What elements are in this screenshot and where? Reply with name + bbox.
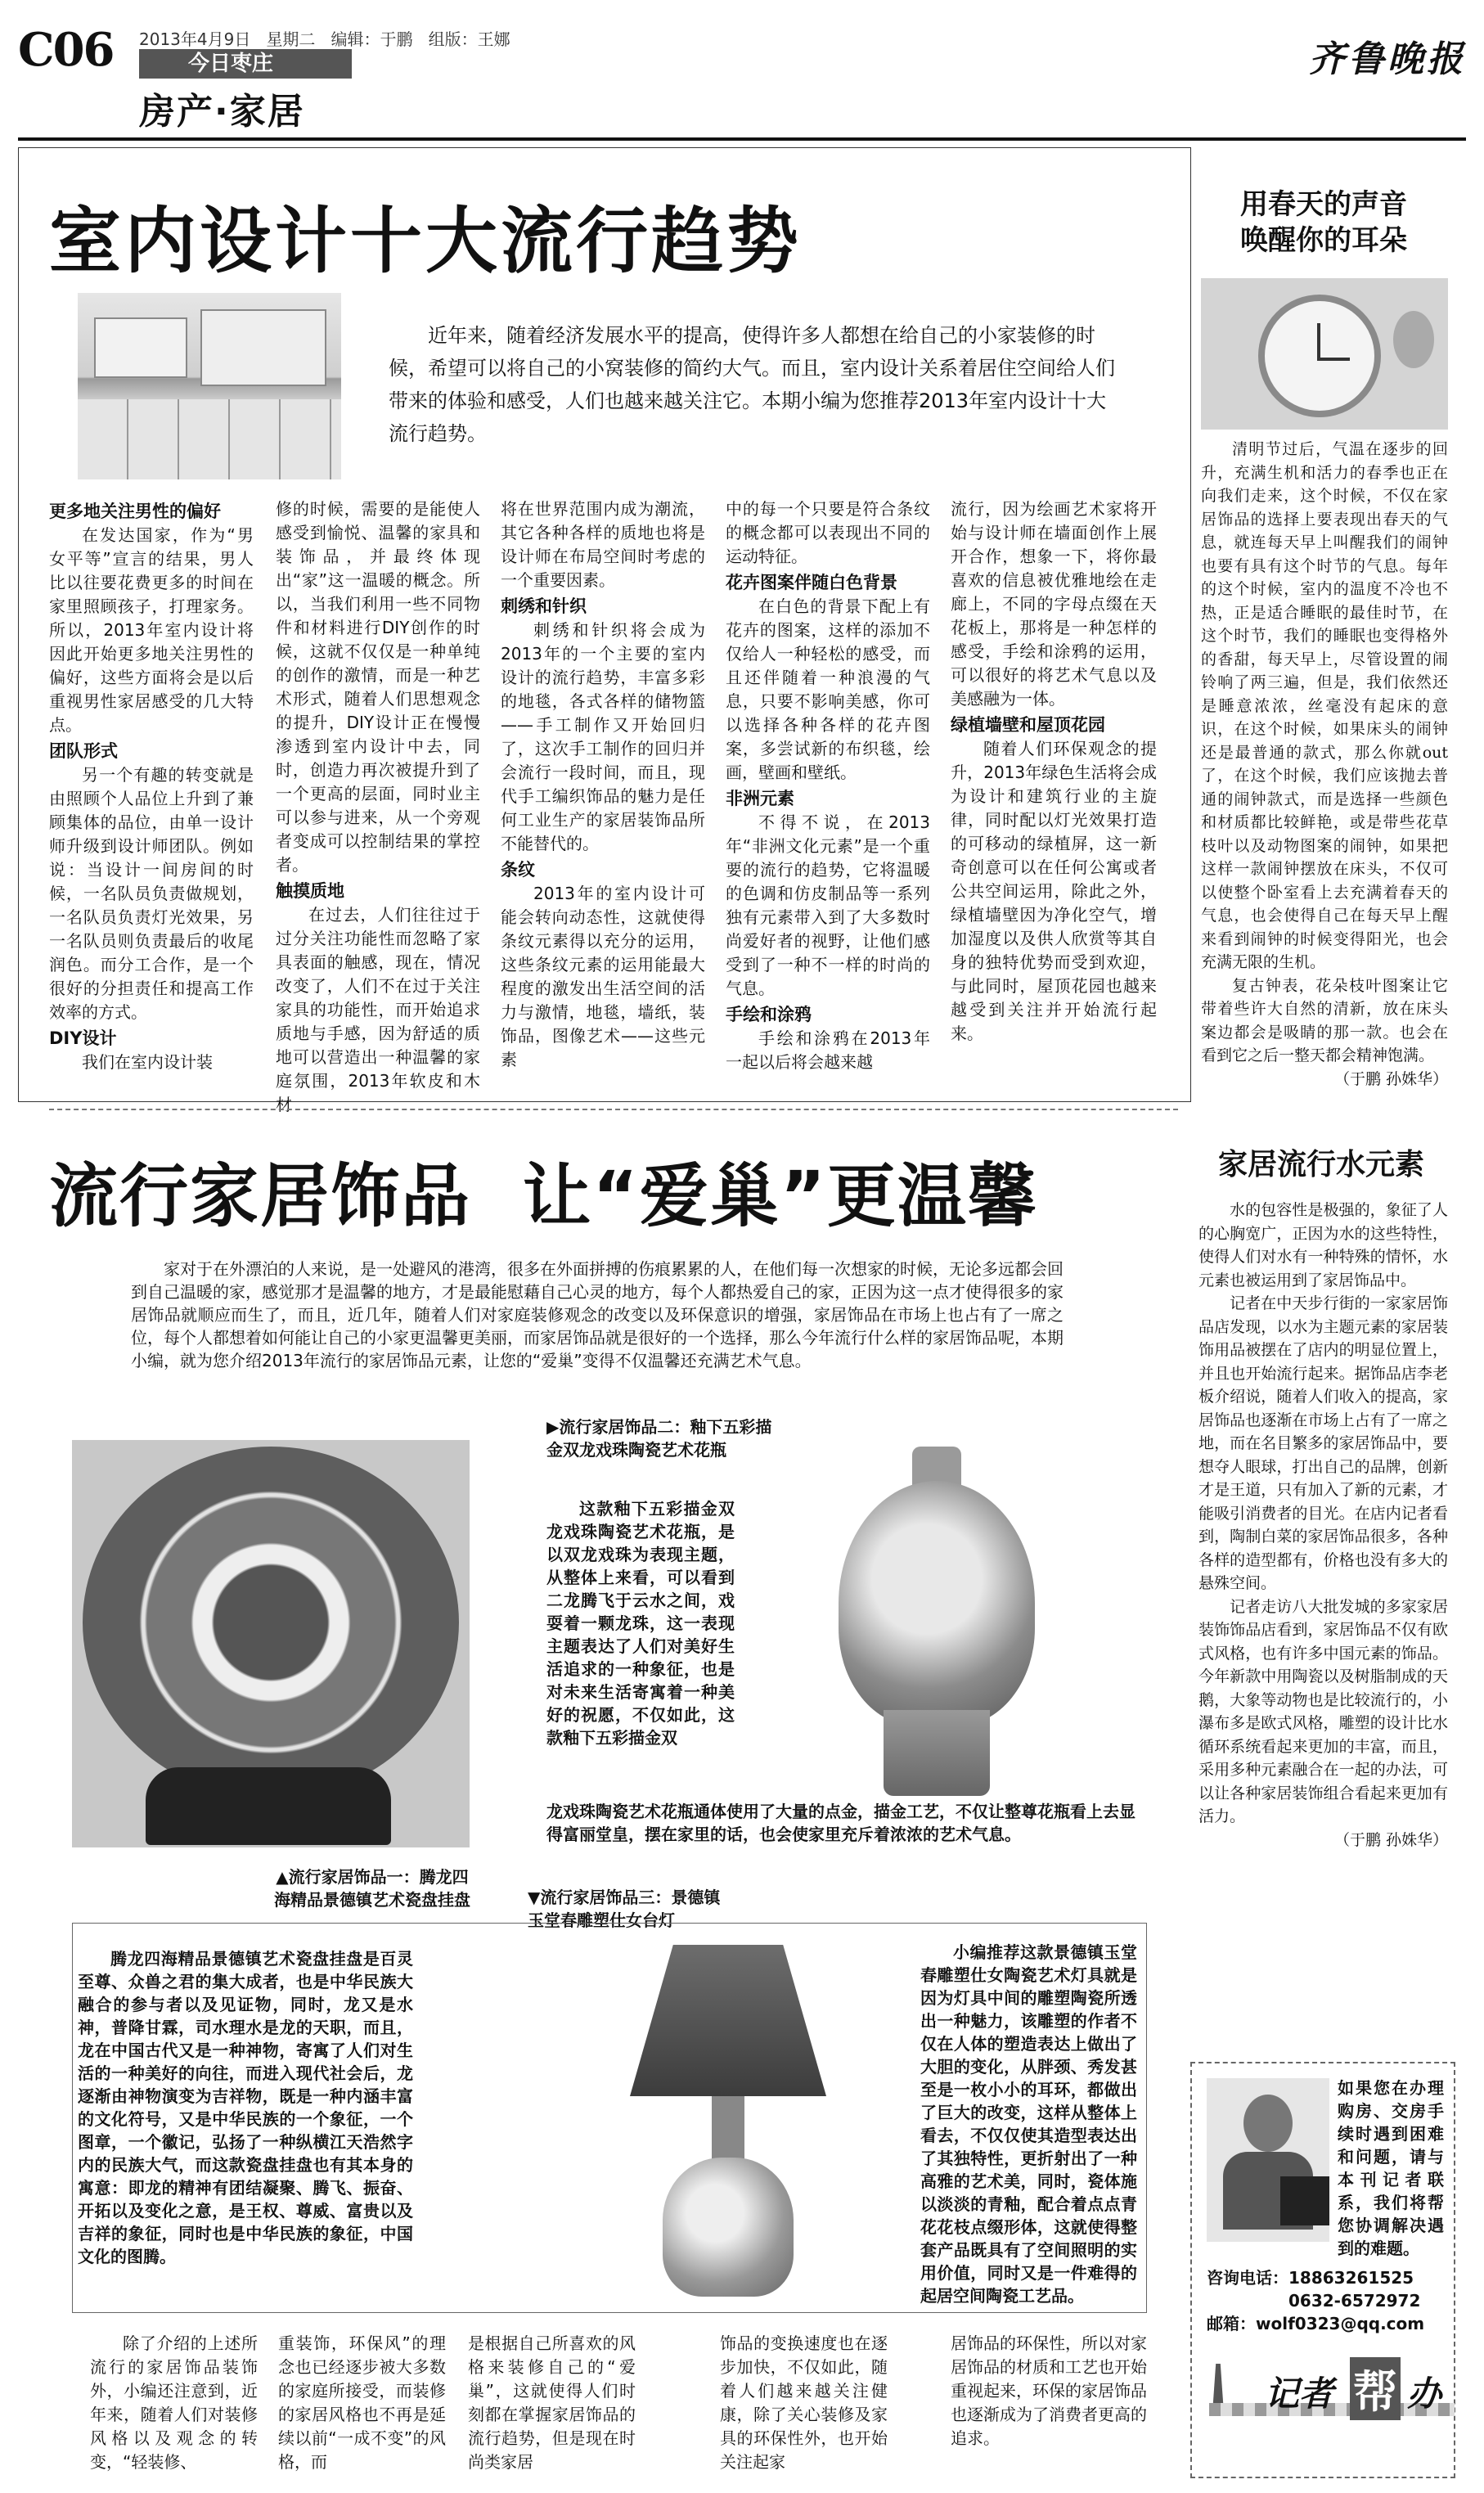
paragraph: 手绘和涂鸦在2013年一起以后将会越来越 — [726, 1028, 930, 1072]
section-title: 房产·家居 — [139, 91, 305, 133]
paragraph: 刺绣和针织将会成为2013年的一个主要的室内设计的流行趋势，丰富多彩的地毯，各式各样的储物篮——手工制作又开始回归了，这次手工制作的回归并会流行一段时间，而且，现代手工编织饰品的魅力是任何工业生产的家居装饰品所不能替代的。 — [501, 620, 705, 853]
operator-photo — [1207, 2078, 1329, 2242]
article1-intro: 近年来，随着经济发展水平的提高，使得许多人都想在给自己的小家装修的时候，希望可以将自己的小窝装修的简约大气。而且，室内设计关系着居住空间给人们带来的体验和感受，人们也越来越关注它。本期小编为您推荐2013年室内设计十大流行趋势。 — [389, 324, 1115, 445]
item1-text: 腾龙四海精品景德镇艺术瓷盘挂盘是百灵至尊、众兽之君的集大成者，也是中华民族大融合的参与者以及见证物，同时，龙又是水神，普降甘霖，司水理水是龙的天职，而且，龙在中国古代又是一种神物，寄寓了人们对生活的一种美好的向往，而进入现代社会后，龙逐渐由神物演变为吉祥物，既是一种内涵丰富的文化符号，又是中华民族的一个象征，一个图章，一个徽记，弘扬了一种纵横江天浩然字内的民族大气，而这款瓷盘挂盘也有其本身的寓意：即龙的精神有团结凝聚、腾飞、振奋、开拓以及变化之意，是王权、尊威、富贵以及吉祥的象征，同时也是中华民族的象征，中国文化的图腾。 — [78, 1949, 413, 2266]
subhead-embroidery: 刺绣和针织 — [501, 596, 587, 616]
sidebar1-title — [1201, 187, 1446, 259]
sidebar1-title-line1: 用春天的声音 — [1240, 188, 1407, 221]
email: wolf0323@qq.com — [1256, 2314, 1425, 2333]
paragraph: 随着人们环保观念的提升，2013年绿色生活将会成为设计和建筑行业的主旋律，同时配以灯光效果打造的可移动的绿植屏，这一新奇创意可以在任何公寓或者公共空间运用，除此之外，绿植墙壁因为净化空气，增加湿度以及供人欣赏等其自身的独特优势而受到欢迎，与此同时，屋顶花园也越来越受到关注并开始流行起来。 — [951, 739, 1157, 1043]
newspaper-masthead: 齐鲁晚报 — [1309, 38, 1466, 80]
phone-label: 咨询电话： — [1207, 2268, 1288, 2288]
badge-text-reporter: 记者 — [1265, 2374, 1334, 2414]
item1-caption-line1: ▲流行家居饰品一：腾龙四 — [276, 1867, 469, 1887]
bottom-col1: 除了介绍的上述所流行的家居饰品装饰外，小编还注意到，近年来，随着人们对装修风格以及观念的转变，“轻装修、 — [90, 2333, 258, 2472]
subhead-diy: DIY设计 — [49, 1028, 117, 1048]
paragraph: 复古钟表，花朵枝叶图案让它带着些许大自然的清新，放在床头案边都会是吸睛的那一款。也会在看到它之后一整天都会精神饱满。 — [1201, 976, 1448, 1064]
sidebar1-title-line2: 唤醒你的耳朵 — [1240, 224, 1407, 257]
bottom-col2: 重装饰，环保风”的理念也已经逐步被大多数的家庭所接受，而装修的家居风格也不再是延续以前“一成不变”的风格，而 — [278, 2333, 446, 2472]
section-divider — [49, 1109, 1178, 1110]
badge-text-help: 帮 — [1350, 2357, 1401, 2420]
article1-col2 — [276, 497, 480, 1114]
paragraph: 记者走访八大批发城的多家家居装饰饰品店看到，家居饰品不仅有欧式风格，也有许多中国元素的饰品。今年新款中用陶瓷以及树脂制成的天鹅，大象等动物也是比较流行的，小瀑布多是欧式风格，雕塑的设计比水循环系统看起来更加的丰富，而且，采用多种元素融合在一起的办法，可以让各种家居装饰组合看起来更加有活力。 — [1198, 1597, 1448, 1825]
item2-text-continued: 龙戏珠陶瓷艺术花瓶通体使用了大量的点金，描金工艺，不仅让整尊花瓶看上去显得富丽堂皇，摆在家里的话，也会使家里充斥着浓浓的艺术气息。 — [546, 1802, 1135, 1844]
subhead-graffiti: 手绘和涂鸦 — [726, 1005, 812, 1024]
lady-lamp-photo — [605, 1941, 851, 2301]
header-weekday: 星期二 — [266, 29, 316, 49]
item1-caption — [237, 1865, 507, 1911]
dragon-plate-photo — [72, 1440, 470, 1847]
reporter-help-badge — [1209, 2352, 1446, 2434]
article2-title: 流行家居饰品 让“爱巢”更温馨 — [49, 1156, 1038, 1236]
bottom-col4: 饰品的变换速度也在逐步加快，不仅如此，随着人们越来越关注健康，除了关心装修及家具的环保性外，也开始关注起家 — [720, 2333, 888, 2472]
sidebar2-title: 家居流行水元素 — [1217, 1148, 1424, 1181]
help-contacts — [1207, 2266, 1444, 2335]
article1-col3 — [501, 497, 705, 1087]
paragraph: 我们在室内设计装 — [82, 1052, 213, 1072]
subhead-male-preference: 更多地关注男性的偏好 — [49, 502, 221, 521]
article1-col4 — [726, 497, 930, 1087]
paragraph: 水的包容性是极强的，象征了人的心胸宽广，正因为水的这些特性，使得人们对水有一种特殊的情怀，水元素也被运用到了家居饰品中。 — [1198, 1201, 1448, 1289]
article2-intro: 家对于在外漂泊的人来说，是一处避风的港湾，很多在外面拼搏的伤痕累累的人，在他们每一次想家的时候，无论多远都会回到自己温暖的家，感觉那才是温馨的地方，才是最能慰藉自己心灵的地方，每个人都热爱自己的家，正因为这一点才使得很多的家居饰品就顺应而生了，而且，近几年，随着人们对家庭装修观念的改变以及环保意识的增强，家居饰品在市场上也占有了一席之位，每个人都想着如何能让自己的小家更温馨更美丽，而家居饰品就是很好的一个选择，那么今年流行什么样的家居饰品呢，本期小编，就为您介绍2013年流行的家居饰品元素，让您的“爱巢”变得不仅温馨还充满艺术气息。 — [131, 1259, 1064, 1370]
paragraph: 中的每一个只要是符合条纹的概念都可以表现出不同的运动特征。 — [726, 499, 930, 566]
phone-1: 18863261525 — [1288, 2268, 1414, 2288]
subhead-african: 非洲元素 — [726, 789, 794, 808]
subhead-team: 团队形式 — [49, 741, 118, 761]
paragraph: 流行，因为绘画艺术家将开始与设计师在墙面创作上展开合作，想象一下，将你最喜欢的信息被优雅地绘在走廊上，不同的字母点缀在天花板上，那将是一种怎样的感受，手绘和涂鸦的运用，可以很好的将艺术气息以及美感融为一体。 — [951, 499, 1157, 709]
subhead-green-wall: 绿植墙壁和屋顶花园 — [951, 715, 1105, 735]
paragraph: 将在世界范围内成为潮流，其它各种各样的质地也将是设计师在布局空间时考虑的一个重要因素。 — [501, 499, 705, 590]
header-meta — [139, 26, 510, 50]
alarm-clock-photo — [1201, 278, 1448, 430]
header-editor: 编辑：于鹏 — [331, 29, 413, 49]
kitchen-photo — [78, 293, 341, 479]
article1-title: 室内设计十大流行趋势 — [49, 199, 803, 283]
paragraph: 清明节过后，气温在逐步的回升，充满生机和活力的春季也正在向我们走来，这个时候，不仅在家居饰品的选择上要表现出春天的气息，就连每天早上叫醒我们的闹钟也要有具有这个时节的气息。每年的这个时候，室内的温度不冷也不热，正是适合睡眠的最佳时节，在这个时节，我们的睡眠也变得格外的香甜，每天早上，尽管设置的闹铃响了两三遍，但是，我们依然还是睡意浓浓，丝毫没有起床的意识，在这个时候，如果床头的闹钟还是最普通的款式，那么你就out了，在这个时候，我们应该抛去普通的闹钟款式，而是选择一些颜色和材质都比较鲜艳，或是带些花草枝叶以及动物图案的闹钟，如果把这样一款闹钟摆放在床头，不仅可以使整个卧室看上去充满着春天的气息，也会使得自己在每天早上醒来看到闹钟的时候变得阳光，也会充满无限的生机。 — [1201, 440, 1448, 971]
section-region-tag: 今日枣庄 — [139, 49, 352, 79]
page-code: C06 — [18, 23, 114, 77]
bottom-col3: 是根据自己所喜欢的风格来装修自己的“爱巢”，这就使得人们时刻都在掌握家居饰品的流行趋势，但是现在时尚类家居 — [468, 2333, 636, 2472]
paragraph: 另一个有趣的转变就是由照顾个人品位上升到了兼顾集体的品位，由单一设计师升级到设计师团队。例如说：当设计一间房间的时候，一名队员负责做规划，一名队员负责灯光效果，另一名队员则负责最后的收尾润色。而分工合作，是一个很好的分担责任和提高工作效率的方式。 — [49, 765, 254, 1022]
sidebar2-body — [1198, 1199, 1448, 2058]
paragraph: 不得不说，在2013年“非洲文化元素”是一个重要的流行的趋势，它将温暖的色调和仿皮制品等一系列独有元素带入到了大多数时尚爱好者的视野，让他们感受到了一种不一样的时尚的气息。 — [726, 812, 930, 998]
sidebar1-body — [1201, 438, 1448, 1088]
paragraph: 在过去，人们往往过于过分关注功能性而忽略了家具表面的触感，现在，情况改变了，人们不在过于关注家具的功能性，而开始追求质地与手感，因为舒适的质地可以营造出一种温馨的家庭氛围，2013年软皮和木材 — [276, 905, 480, 1114]
badge-text-handle: 办 — [1407, 2374, 1442, 2414]
paragraph: 修的时候，需要的是能使人感受到愉悦、温馨的家具和装饰品，并最终体现出“家”这一温暖的概念。所以，当我们利用一些不同物件和材料进行DIY创作的时候，这就不仅仅是一种单纯的创作的激情，而是一种艺术形式，随着人们思想观念的提升，DIY设计正在慢慢渗透到室内设计中去，同时，创造力再次被提升到了一个更高的层面，同时业主可以参与进来，从一个旁观者变成可以控制结果的掌控者。 — [276, 499, 480, 875]
header-layout: 组版：王娜 — [428, 29, 510, 49]
item1-caption-line2: 海精品景德镇艺术瓷盘挂盘 — [274, 1890, 470, 1910]
article1-col5 — [951, 497, 1157, 1087]
item3-caption-line2: 玉堂春雕塑仕女台灯 — [528, 1910, 675, 1930]
item3-text: 小编推荐这款景德镇玉堂春雕塑仕女陶瓷艺术灯具就是因为灯具中间的雕塑陶瓷所透出一种魅力，该雕塑的作者不仅在人体的塑造表达上做出了大胆的变化，从胖颈、秀发甚至是一枚小小的耳环，都做出了巨大的改变，这样从整体上看去，不仅仅使其造型表达出了其独特性，更折射出了一种高雅的艺术美，同时，瓷体施以淡淡的青釉，配合着点点青花花枝点缀形体，这就使得整套产品既具有了空间照明的实用价值，同时又是一件难得的起居空间陶瓷工艺品。 — [920, 1942, 1137, 2306]
subhead-texture: 触摸质地 — [276, 881, 344, 901]
subhead-stripes: 条纹 — [501, 860, 535, 880]
header-rule — [18, 137, 1466, 141]
email-label: 邮箱： — [1207, 2314, 1256, 2333]
subhead-floral: 花卉图案伴随白色背景 — [726, 573, 897, 592]
header-date: 2013年4月9日 — [139, 29, 251, 49]
bottom-col5: 居饰品的环保性，所以对家居饰品的材质和工艺也开始重视起来，环保的家居饰品也逐渐成为了消费者更高的追求。 — [951, 2333, 1147, 2448]
item2-caption-line2: 金双龙戏珠陶瓷艺术花瓶 — [546, 1440, 726, 1460]
credit: （于鹏 孙姝华） — [1333, 1069, 1448, 1088]
paragraph: 2013年的室内设计可能会转向动态性，这就使得条纹元素得以充分的运用，这些条纹元素的运用能最大程度的激发出生活空间的活力与激情，地毯，墙纸，装饰品，图像艺术——这些元素 — [501, 884, 705, 1069]
article1-col1 — [49, 497, 254, 1087]
paragraph: 记者在中天步行街的一家家居饰品店发现，以水为主题元素的家居装饰用品被摆在了店内的明显位置上，并且也开始流行起来。据饰品店李老板介绍说，随着人们收入的提高，家居饰品也逐渐在市场上占有了一席之地，而在名目繁多的家居饰品中，要想夺人眼球，打出自己的品牌，创新才是王道，只有加入了新的元素，才能吸引消费者的目光。在店内记者看到，陶制白菜的家居饰品很多，各种各样的造型都有，价格也没有多大的悬殊空间。 — [1198, 1294, 1448, 1592]
help-text: 如果您在办理购房、交房手续时遇到困难和问题，请与本刊记者联系，我们将帮您协调解决遇到的难题。 — [1338, 2078, 1444, 2258]
credit: （于鹏 孙姝华） — [1333, 1830, 1448, 1849]
phone-2: 0632-6572972 — [1288, 2291, 1421, 2311]
paragraph: 在发达国家，作为“男女平等”宣言的结果，男人比以往要花费更多的时间在家里照顾孩子，打理家务。所以，2013年室内设计将因此开始更多地关注男性的偏好，这些方面将会是以后重视男性家居感受的几大特点。 — [49, 525, 254, 735]
paragraph: 在白色的背景下配上有花卉的图案，这样的添加不仅给人一种轻松的感受，而且还伴随着一种浪漫的气息，只要不影响美感，你可以选择各种各样的花卉图案，多尝试新的布织毯，绘画，壁画和壁纸。 — [726, 596, 930, 782]
item2-text: 这款釉下五彩描金双龙戏珠陶瓷艺术花瓶，是以双龙戏珠为表现主题，从整体上来看，可以看到二龙腾飞于云水之间，戏耍着一颗龙珠，这一表现主题表达了人们对美好生活追求的一种象征，也是对未来生活寄寓着一种美好的祝愿，不仅如此，这款釉下五彩描金双 — [546, 1499, 735, 1748]
item3-caption-line1: ▼流行家居饰品三：景德镇 — [528, 1888, 721, 1907]
item2-caption-line1: ▶流行家居饰品二：釉下五彩描 — [546, 1417, 772, 1437]
dragon-vase-photo — [826, 1440, 1047, 1800]
